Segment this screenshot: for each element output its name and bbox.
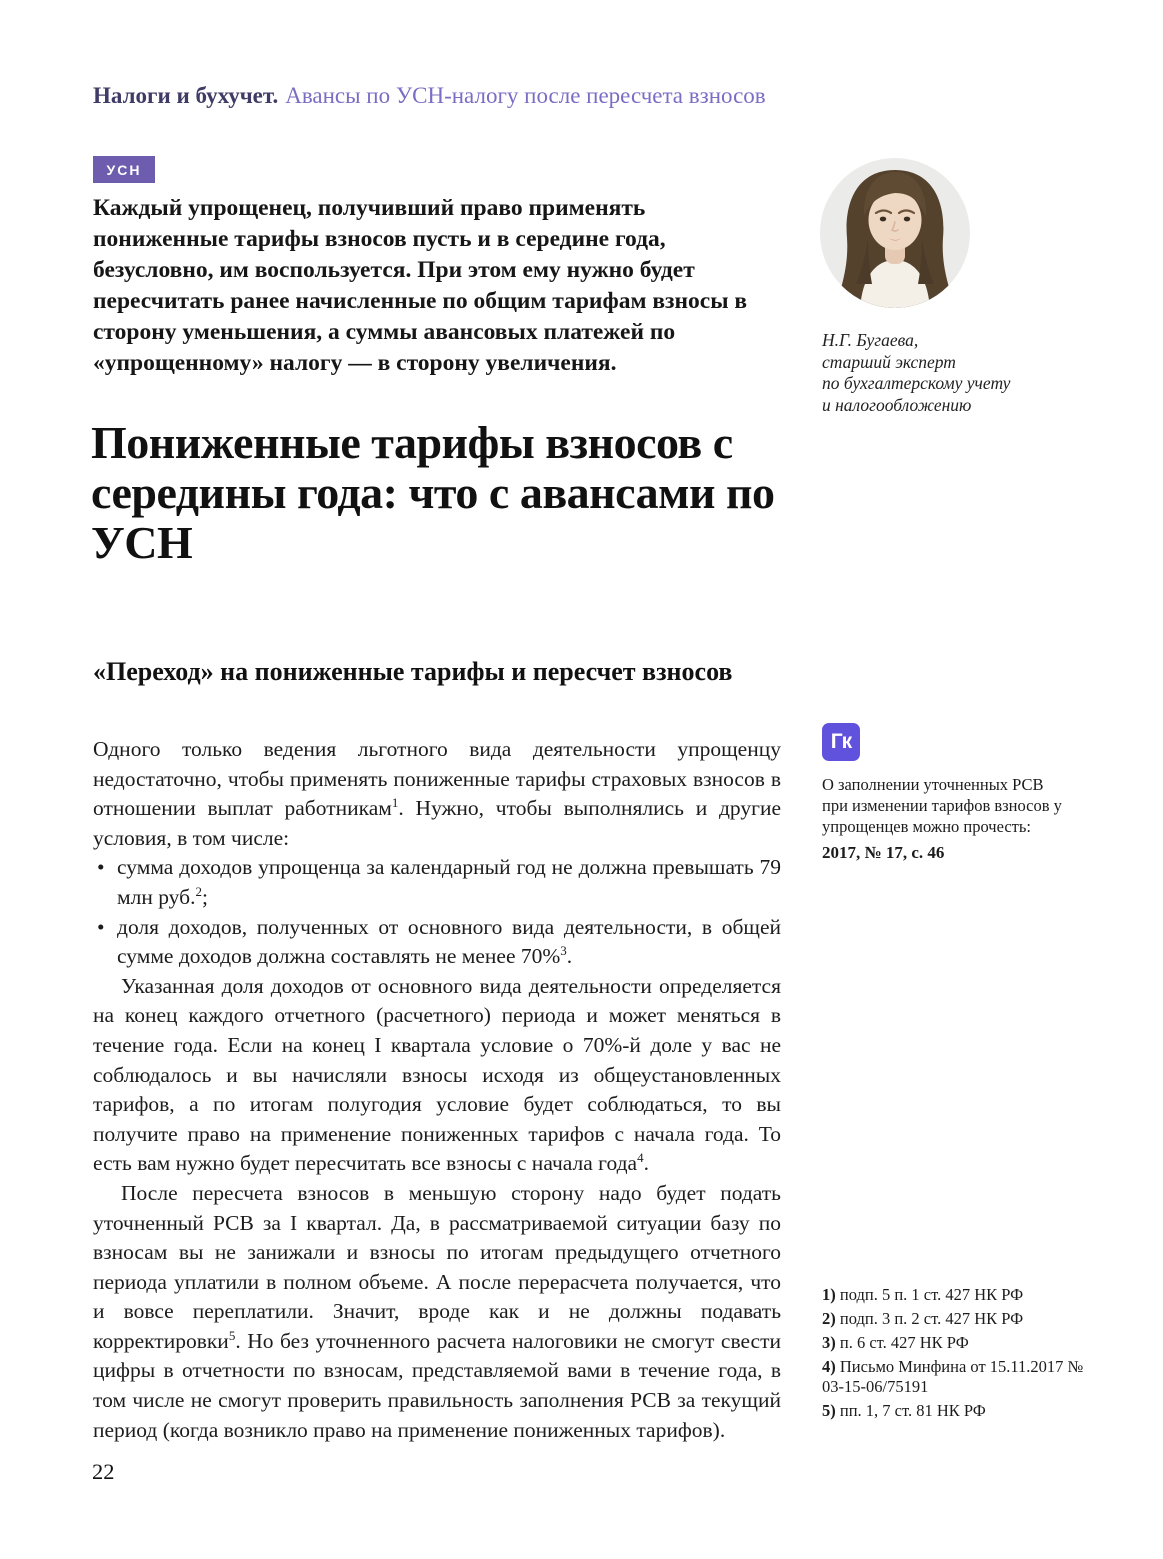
paragraph-text: доля доходов, полученных от основного вида деятельности, в общей сумме доходов должна составлять не менее 70% [117, 914, 781, 969]
kicker-section: Налоги и бухучет. [93, 83, 279, 108]
footnote-text: пп. 1, 7 ст. 81 НК РФ [839, 1400, 986, 1420]
body-paragraph [93, 735, 781, 853]
footnote-item [822, 1309, 1090, 1329]
footnotes [822, 1285, 1090, 1425]
paragraph-text: Указанная доля доходов от основного вида деятельности определяется на конец каждого отчетного (расчетного) периода и может меняться в течение года. Если на конец I квартала условие о 70%-й доле у вас не соблюдалось и вы начисляли взносы исходя из общеустановленных тарифов, а по итогам полугодия условие будет соблюдаться, то вы получите право на применение пониженных тарифов с начала года. То есть вам нужно будет пересчитать все взносы с начала года [93, 973, 781, 1176]
paragraph-text: . [643, 1151, 649, 1176]
author-name: Н.Г. Бугаева, [822, 330, 919, 350]
footnote-marker: 1) [822, 1285, 836, 1304]
paragraph-text: После пересчета взносов в меньшую сторону надо будет подать уточненный РСВ за I квартал. Да, в рассматриваемой ситуации базу по взносам вы не занижали и взносы по итогам предыдущего отчетного периода уплатили в полном объеме. А после перерасчета получается, что и вовсе переплатили. Значит, вроде как и не должны подавать корректировки [93, 1180, 781, 1353]
article-title: Пониженные тарифы взносов с середины года: что с авансами по УСН [91, 417, 775, 568]
footnote-item [822, 1357, 1090, 1396]
article-body [93, 735, 781, 1445]
page-number: 22 [92, 1459, 115, 1484]
footnote-text: подп. 5 п. 1 ст. 427 НК РФ [839, 1285, 1024, 1304]
footnote-text: п. 6 ст. 427 НК РФ [839, 1333, 969, 1352]
footnote-marker: 3) [822, 1333, 836, 1352]
list-item [93, 853, 781, 912]
paragraph-text: . Но без уточненного расчета налоговики не смогут свести цифры в отчетности по взносам, представляемой вами в течение года, в том числе не смогут проверить правильность заполнения РСВ за текущий период (когда возникло право на применение пониженных тарифов). [93, 1328, 781, 1442]
footnote-item [822, 1401, 1090, 1421]
related-note [822, 723, 1066, 863]
footnote-ref-1: 1 [391, 795, 399, 811]
usn-badge: УСН [93, 156, 155, 183]
author-role-line: и налогообложению [822, 394, 972, 415]
note-text: О заполнении уточненных РСВ при изменении тарифов взносов у упрощенцев можно прочесть: [822, 775, 1062, 836]
conditions-list [93, 853, 781, 971]
author-role-line: по бухгалтерскому учету [822, 373, 1011, 393]
footnote-text: подп. 3 п. 2 ст. 427 НК РФ [839, 1309, 1024, 1328]
page-kicker [93, 82, 766, 109]
body-paragraph [93, 972, 781, 1179]
section-heading: «Переход» на пониженные тарифы и пересчет взносов [93, 657, 733, 686]
author-caption [822, 330, 1074, 416]
footnote-ref-4: 4 [637, 1150, 644, 1166]
author-photo [820, 158, 970, 308]
footnote-marker: 4) [822, 1357, 836, 1376]
lead-paragraph: Каждый упрощенец, получивший право применять пониженные тарифы взносов пусть и в середине года, безусловно, им воспользуется. При этом ему нужно будет пересчитать ранее начисленные по общим тарифам взносы в сторону уменьшения, а суммы авансовых платежей по «упрощенному» налогу — в сторону увеличения. [93, 195, 748, 376]
footnote-text: Письмо Минфина от 15.11.2017 № 03-15-06/75191 [822, 1357, 1084, 1396]
kicker-topic: Авансы по УСН-налогу после пересчета взносов [285, 83, 766, 108]
paragraph-text: Одного только ведения льготного вида деятельности упрощенцу недостаточно, чтобы применять пониженные тарифы страховых взносов в отношении выплат работникам [93, 737, 781, 821]
footnote-item [822, 1285, 1090, 1305]
footnote-ref-5: 5 [228, 1327, 236, 1343]
list-item [93, 913, 781, 972]
footnote-ref-2: 2 [195, 883, 202, 899]
author-role-line: старший эксперт [822, 351, 956, 372]
footnote-item [822, 1333, 1090, 1353]
paragraph-text: сумма доходов упрощенца за календарный год не должна превышать 79 млн руб. [117, 855, 781, 909]
footnote-marker: 2) [822, 1309, 836, 1328]
note-reference: 2017, № 17, с. 46 [822, 843, 945, 862]
paragraph-text: ; [201, 884, 208, 909]
paragraph-text: . Нужно, чтобы выполнялись и другие условия, в том числе: [93, 796, 782, 850]
footnote-ref-3: 3 [560, 943, 567, 958]
paragraph-text: . [566, 944, 573, 969]
body-paragraph [93, 1179, 781, 1445]
footnote-marker: 5) [822, 1400, 836, 1420]
glavkniga-logo-icon: Гк [822, 723, 860, 761]
